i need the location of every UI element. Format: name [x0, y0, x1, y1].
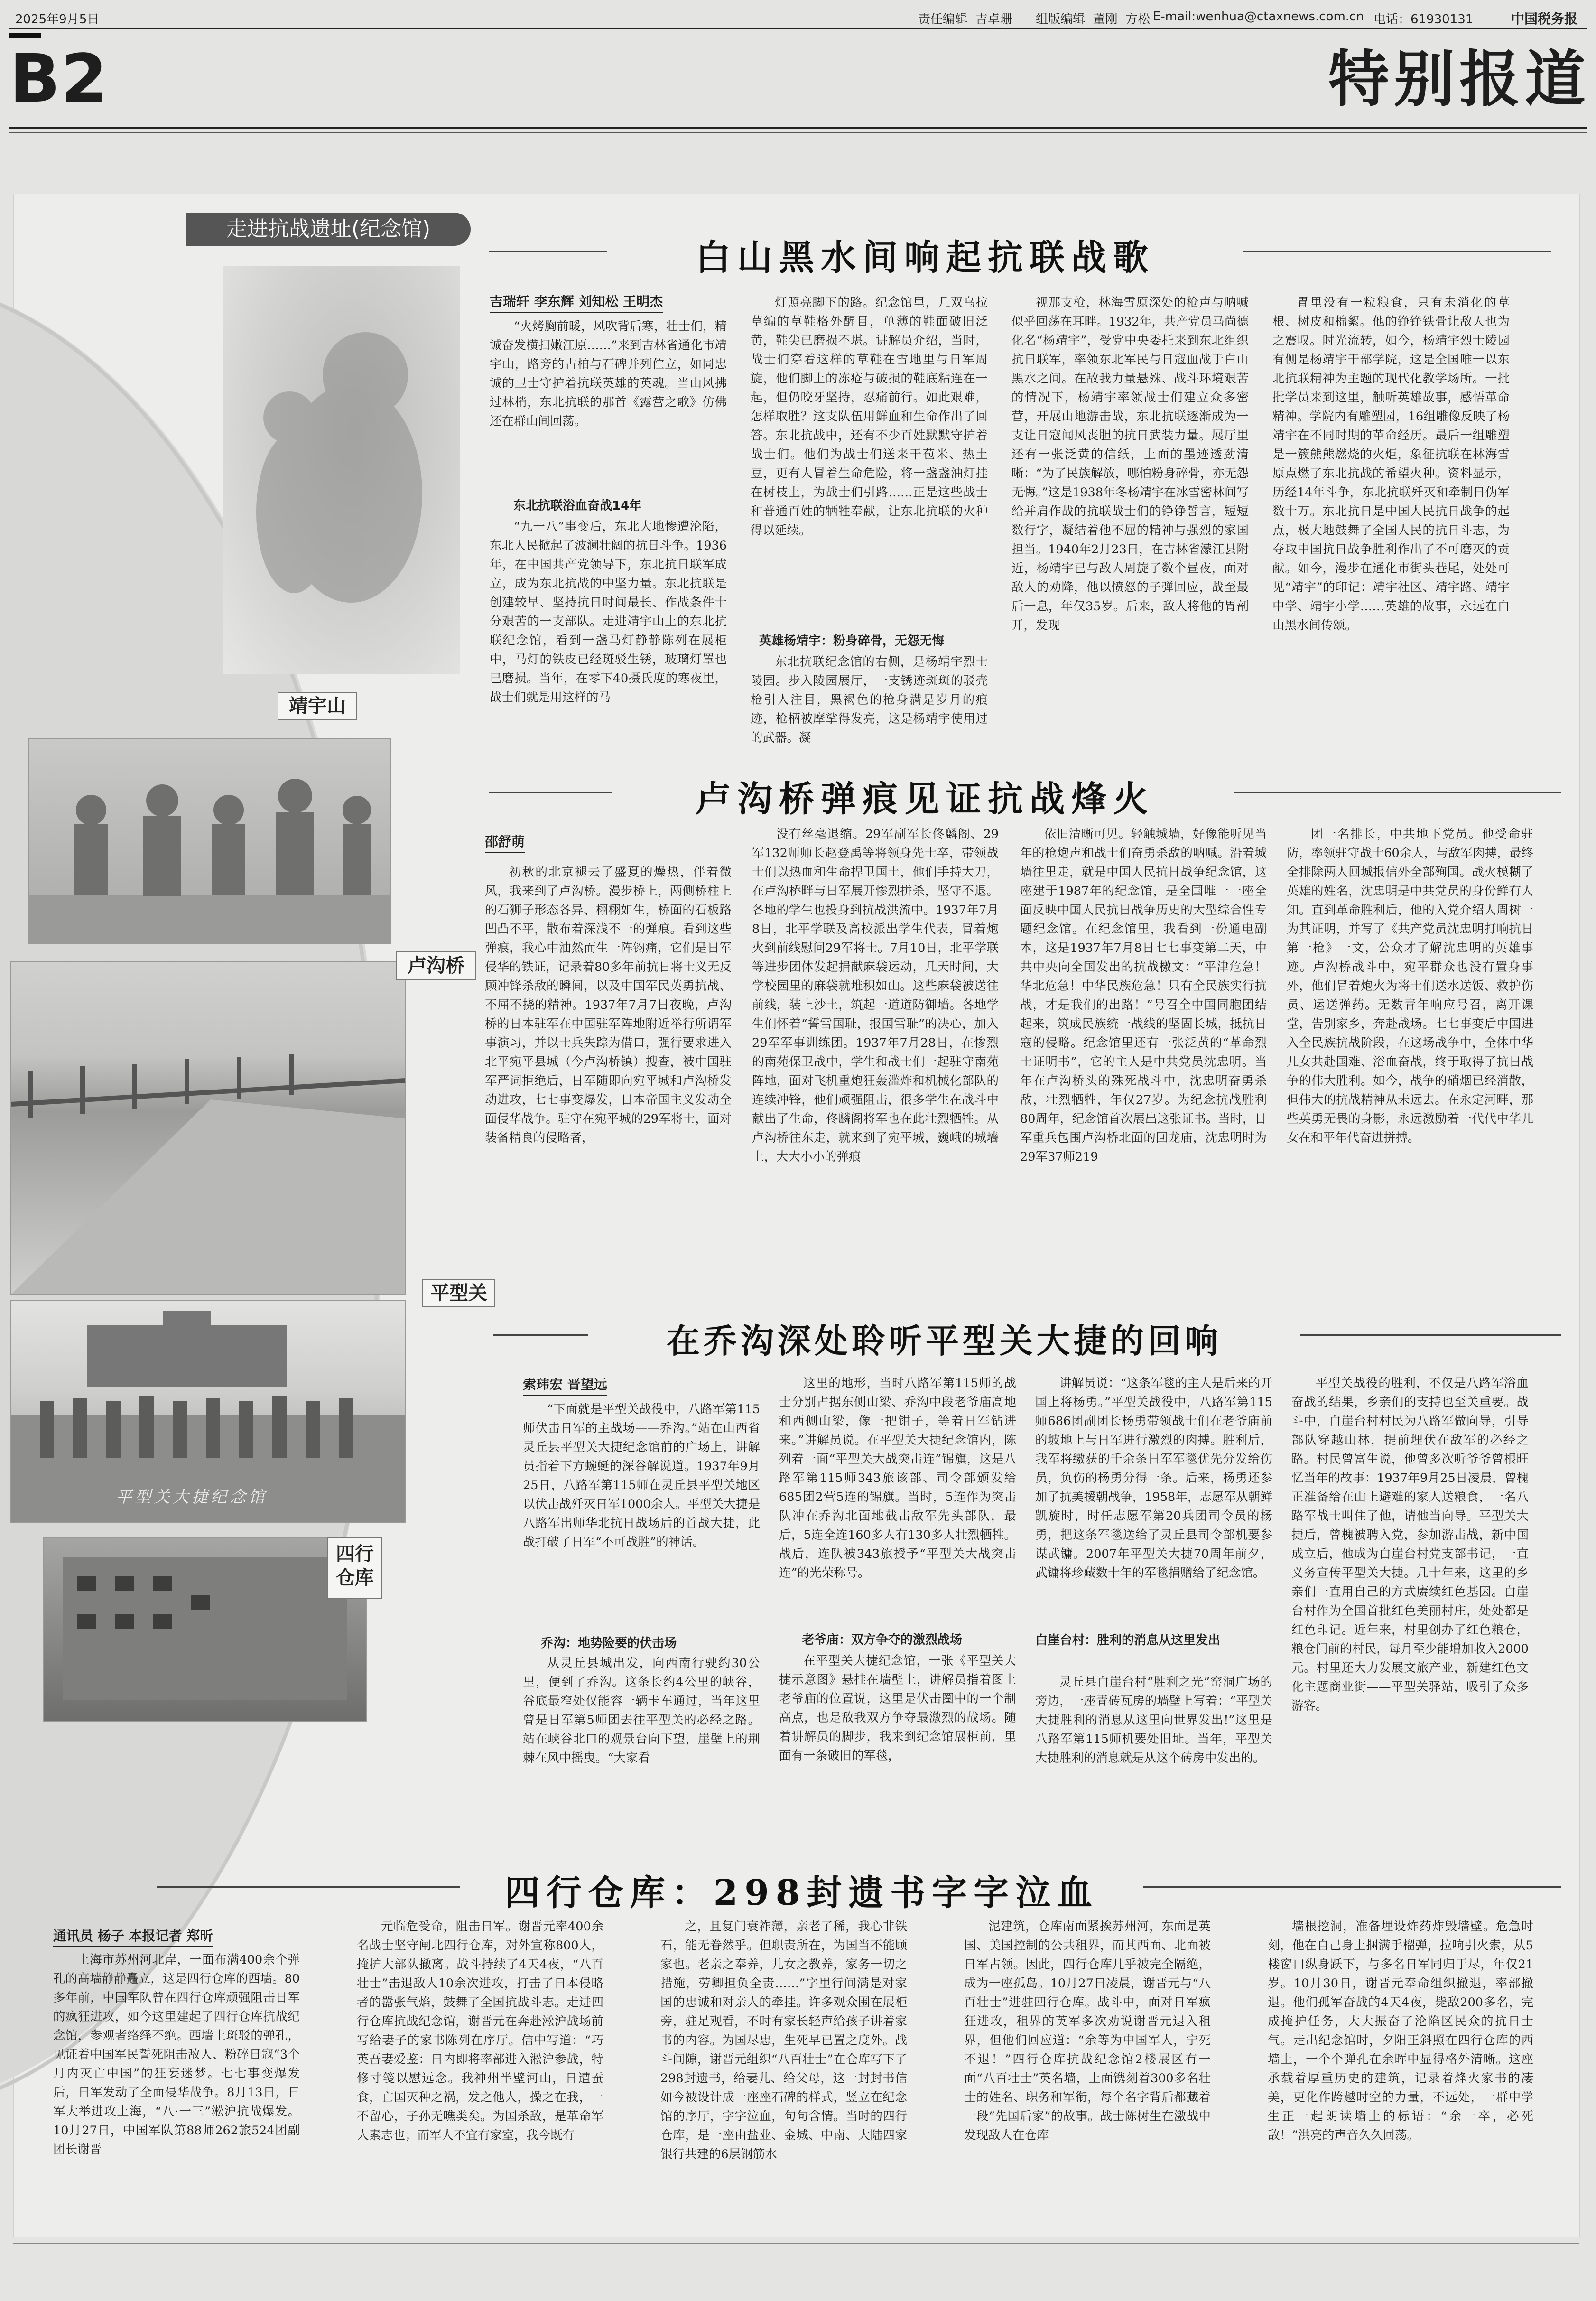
byline-baishan: 吉瑞轩 李东辉 刘知松 王明杰	[490, 291, 663, 313]
editors-line: 责任编辑 吉卓珊 组版编辑 董刚 方松	[918, 12, 1151, 27]
byline-lugou: 邵舒萌	[485, 831, 525, 853]
subhead-pingxing-1: 乔沟：地势险要的伏击场	[541, 1636, 677, 1650]
page-number: B2	[9, 44, 108, 115]
tag-lugou: 卢沟桥	[396, 951, 476, 980]
article4-col5: 墙根挖洞，准备埋设炸药炸毁墙壁。危急时刻，他在自己身上捆满手榴弹，拉响引火索，从5楼窗口纵身跃下，与多名日军同归于尽，年仅21岁。10月30日，谢晋元奉命组织撤退，率部撤退。他们孤军奋战的4天4夜，毙敌200多名，完成掩护任务，大大振奋了沦陷区民众的抗日士气。走出纪念馆时，夕阳正斜照在四行仓库的西墙上，一个个弹孔在余晖中显得格外清晰。这座承载着厚重历史的建筑，记录着烽火家书的凄美，更化作跨越时空的力量，不远处，一群中学生正一起朗读墙上的标语：“余一卒，必死敌！”洪亮的声音久久回荡。	[1268, 1919, 1533, 2143]
article3-col1: “下面就是平型关战役中，八路军第115师伏击日军的主战场——乔沟。”站在山西省灵丘县平型关大捷纪念馆前的广场上，讲解员指着下方蜿蜒的深谷解说道。1937年9月25日，八路军第115师在灵丘县平型关地区以伏击战歼灭日军1000余人。平型关大捷是八路军出师华北抗日战场后的首战大捷，此战打破了日军“不可战胜”的神话。	[523, 1402, 760, 1549]
section-title: 特别报道	[1328, 44, 1591, 115]
photo-jingyu-sculptures	[28, 738, 391, 944]
article1-col1: “火烤胸前暖，风吹背后寒，壮士们，精诚奋发横扫嫩江原……”来到吉林省通化市靖宇山，路旁的古柏与石碑并列伫立，如同忠诚的卫士守护着抗联英雄的英魂。当山风拂过林梢，东北抗联的那首《露营之歌》仿佛还在群山间回荡。	[490, 319, 727, 429]
headline-sihang: 四行仓库：298封遗书字字泣血	[504, 1872, 1099, 1913]
byline-sihang: 通讯员 杨子 本报记者 郑昕	[53, 1926, 213, 1947]
newspaper-name: 中国税务报	[1511, 11, 1578, 27]
header-rule	[9, 127, 1587, 129]
email-line: E-mail:wenhua@ctaxnews.com.cn	[1153, 9, 1364, 24]
article1-col3: 视那支枪，林海雪原深处的枪声与呐喊似乎回荡在耳畔。1932年，共产党员马尚德化名“杨靖宇”，受党中央委托来到东北组织抗日联军，率领东北军民与日寇血战于白山黑水之间。在敌我力量悬殊、战斗环境艰苦的情况下，杨靖宇率领战士们建立众多密营，开展山地游击战，东北抗联逐渐成为一支让日寇闻风丧胆的抗日武装力量。展厅里还有一张泛黄的信纸，上面的墨迹透劲清晰：“为了民族解放，哪怕粉身碎骨，亦无怨无悔。”这是1938年冬杨靖宇在冰雪密林间写给并肩作战的抗联战士们的铮铮誓言，短短数行字，凝结着他不屈的精神与强烈的家国担当。1940年2月23日，在吉林省濛江县附近，杨靖宇已与敌人周旋了数个昼夜，面对敌人的劝降，他以愤怒的子弹回应，战至最后一息，年仅35岁。后来，敌人将他的胃剖开，发现	[1011, 296, 1249, 633]
byline-pingxing: 索玮宏 晋望远	[523, 1374, 607, 1396]
headline-baishan: 白山黑水间响起抗联战歌	[696, 237, 1155, 278]
article2-col2: 没有丝毫退缩。29军副军长佟麟阁、29军132师师长赵登禹等将领身先士卒，带领战士们以热血和生命捍卫国土，他们手持大刀，在卢沟桥畔与日军展开惨烈拼杀，坚守不退。各地的学生也投身到抗战洪流中。1937年7月8日，北平学联及高校派出学生代表，冒着炮火到前线慰问29军将士。7月10日，北平学联等进步团体发起捐献麻袋运动，几天时间，大学校园里的麻袋就堆积如山。这些麻袋被送往前线，装上沙土，筑起一道道防御墙。各地学生们怀着“誓雪国耻，报国雪耻”的决心，加入29军军事训练团。1937年7月28日，在惨烈的南苑保卫战中，学生和战士们一起驻守南苑阵地，面对飞机重炮狂轰滥炸和机械化部队的连续冲锋，他们顽强阻击，很多学生在战斗中献出了生命，佟麟阁将军也在此壮烈牺牲。从卢沟桥往东走，就来到了宛平城，巍峨的城墙上，大大小小的弹痕	[752, 827, 999, 1164]
article2-col1: 初秋的北京褪去了盛夏的燥热，伴着微风，我来到了卢沟桥。漫步桥上，两侧桥柱上的石狮子形态各异、栩栩如生，桥面的石板路凹凸不平，散布着深浅不一的弹痕。看到这些弹痕，我心中油然而生一阵钧痛，它们是日军侵华的铁证，记录着80多年前抗日将士义无反顾冲锋杀敌的瞬间，以及中国军民英勇抗战、不屈不挠的精神。1937年7月7日夜晚，卢沟桥的日本驻军在中国驻军阵地附近举行所谓军事演习，并以士兵失踪为借口，强行要求进入北平宛平县城（今卢沟桥镇）搜查，被中国驻军严词拒绝后，日军随即向宛平城和卢沟桥发动进攻，七七事变爆发，日本帝国主义发动全面侵华战争。驻守在宛平城的29军将士，面对装备精良的侵略者，	[485, 865, 732, 1145]
article1-col4: 胃里没有一粒粮食，只有未消化的草根、树皮和棉絮。他的铮铮铁骨让敌人也为之震叹。时光流转，如今，杨靖宇烈士陵园有侧是杨靖宇干部学院，这是全国唯一以东北抗联精神为主题的现代化教学场所。一批批学员来到这里，触听英雄故事，感悟革命精神。学院内有雕塑园，16组雕像反映了杨靖宇在不同时期的革命经历。最后一组雕塑是一簇熊熊燃烧的火炬，象征抗联在林海雪原点燃了东北抗战的希望火种。资料显示，历经14年斗争，东北抗联歼灭和牵制日伪军数十万。东北抗日是中国人民抗日战争的起点，极大地鼓舞了全国人民的抗日斗志，为夺取中国抗日战争胜利作出了不可磨灭的贡献。如今，漫步在通化市街头巷尾，处处可见“靖宇”的印记：靖宇社区、靖宇路、靖宇中学、靖宇小学……英雄的故事，永远在白山黑水间传颂。	[1272, 296, 1510, 633]
subhead-pingxing-2: 老爷庙：双方争夺的激烈战场	[802, 1633, 963, 1647]
masthead-bar	[9, 7, 1587, 26]
tag-pingxing: 平型关	[422, 1279, 495, 1307]
photo-pingxing-memorial	[10, 1300, 406, 1523]
article4-col1: 上海市苏州河北岸，一面布满400余个弹孔的高墙静静矗立，这是四行仓库的西墙。80多年前，中国军队曾在四行仓库顽强阻击日军的疯狂进攻，如今这里建起了四行仓库抗战纪念馆，参观者络绎不绝。西墙上斑驳的弹孔，见证着中国军民誓死阻击敌人、粉碎日寇“3个月内灭亡中国”的狂妄迷梦。七七事变爆发后，日军发动了全面侵华战争。8月13日，日军大举进攻上海，“八·一三”淞沪抗战爆发。10月27日，中国军队第88师262旅524团副团长谢晋	[53, 1953, 300, 2157]
kicker-banner: 走进抗战遗址(纪念馆)	[186, 213, 471, 246]
photo-sihang-warehouse	[43, 1537, 367, 1722]
headline-pingxing: 在乔沟深处聆听平型关大捷的回响	[667, 1321, 1222, 1360]
article3-col2: 这里的地形，当时八路军第115师的战士分别占据东侧山梁、乔沟中段老爷庙高地和西侧山梁，像一把钳子，等着日军钻进来。”讲解员说。在平型关大捷纪念馆内，陈列着一面“平型关大战突击连”锦旗，这是八路军第115师343旅该部、司令部颁发给685团2营5连的锦旗。当时，5连作为突击队冲在乔沟北面地截击敌军先头部队，最后，5连全连160多人有130多人壮烈牺牲。战后，连队被343旅授予“平型关大战突击连”的光荣称号。	[779, 1376, 1016, 1580]
bottom-rule	[13, 2243, 1579, 2244]
photo-soldier-relief	[223, 266, 460, 674]
article2-col4: 团一名排长，中共地下党员。他受命驻防，率领驻守战士60余人，与敌军肉搏，最终全排除两人回城报信外全部殉国。战火模糊了英雄的姓名，沈忠明是中共党员的身份鲜有人知。直到革命胜利后，他的入党介绍人周树一为其证明，并写了《共产党员沈忠明打响抗日第一枪》一文，公众才了解沈忠明的英雄事迹。卢沟桥战斗中，宛平群众也没有置身事外，他们冒着炮火为将士们送水送饭、救护伤员、运送弹药。无数青年响应号召，离开课堂，告别家乡，奔赴战场。七七事变后中国进入全民族抗战阶段，在这场战争中，全体中华儿女共赴国难、浴血奋战，终于取得了抗日战争的伟大胜利。如今，战争的硝烟已经消散，但伟大的抗战精神从未远去。在永定河畔，那些英勇无畏的身影，永远激励着一代代中华儿女在和平年代奋进拼搏。	[1287, 827, 1533, 1145]
article3-col1b: 从灵丘县城出发，向西南行驶约30公里，便到了乔沟。这条长约4公里的峡谷，谷底最窄处仅能容一辆卡车通过，当年这里曾是日军第5师团去往平型关的必经之路。站在峡谷北口的观景台向下望，崖壁上的荆棘在风中摇曳。“大家看	[523, 1656, 760, 1765]
subhead-pingxing-3: 白崖台村：胜利的消息从这里发出	[1035, 1633, 1221, 1648]
tag-sihang: 四行仓库	[327, 1537, 382, 1599]
top-rule	[9, 28, 1587, 29]
article1-col2b: 东北抗联纪念馆的右侧，是杨靖宇烈士陵园。步入陵园展厅，一支锈迹斑斑的驳壳枪引人注目，黑褐色的枪身满是岁月的痕迹，枪柄被摩挲得发亮，这是杨靖宇使用过的武器。凝	[751, 655, 988, 745]
article4-col3: 之，且复门衰祚薄，亲老了稀，我心非铁石，能无眷然乎。但职责所在，为国当不能顾家也。老亲之奉养，儿女之教养，家务一切之措施，劳卿担负全责……”字里行间满是对家国的忠诚和对亲人的牵挂。许多观众围在展柜旁，驻足观看，不时有家长轻声给孩子讲着家书的内容。为国尽忠，生死早已置之度外。战斗间隙，谢晋元组织“八百壮士”在仓库写下了298封遗书，给妻儿、给父母，这一封封书信如今被设计成一座座石碑的样式，竖立在纪念馆的序厅，字字泣血，句句含情。当时的四行仓库，是一座由盐业、金城、中南、大陆四家银行共建的6层钢筋水	[660, 1919, 907, 2161]
article1-col2: 灯照亮脚下的路。纪念馆里，几双乌拉草编的草鞋格外醒目，单薄的鞋面破旧泛黄，鞋尖已磨损不堪。讲解员介绍，当时，战士们穿着这样的草鞋在雪地里与日军周旋，他们脚上的冻疮与破损的鞋底粘连在一起，但仍咬牙坚持，忍痛前行。如此艰难，怎样取胜？这支队伍用鲜血和生命作出了回答。东北抗战中，还有不少百姓默默守护着战士们。他们为战士们送来干苞米、热土豆，更有人冒着生命危险，将一盏盏油灯挂在树枝上，为战士们引路……正是这些战士和普通百姓的牺牲奉献，让东北抗联的火种得以延续。	[751, 296, 988, 538]
article3-col2b: 在平型关大捷纪念馆，一张《平型关大捷示意图》悬挂在墙壁上，讲解员指着图上老爷庙的位置说，这里是伏击圈中的一个制高点，也是敌我双方争夺最激烈的战场。随着讲解员的脚步，我来到纪念馆展柜前，里面有一条破旧的军毯，	[779, 1654, 1016, 1763]
subhead-baishan-2: 英雄杨靖宇：粉身碎骨，无怨无悔	[759, 634, 945, 648]
article4-col4: 泥建筑，仓库南面紧挨苏州河，东面是英国、美国控制的公共租界，而其西面、北面被日军占领。因此，四行仓库几乎被完全隔绝，成为一座孤岛。10月27日凌晨，谢晋元与“八百壮士”进驻四行仓库。战斗中，面对日军疯狂进攻，租界的英军多次劝说谢晋元退入租界，但他们回应道：“余等为中国军人，宁死不退！”四行仓库抗战纪念馆2楼展区有一面“八百壮士”英名墙，上面镌刻着300多名壮士的姓名、职务和军衔，每个名字背后都藏着一段“先国后家”的故事。战士陈树生在激战中发现敌人在仓库	[964, 1919, 1211, 2143]
tag-jingyu: 靖宇山	[278, 692, 357, 720]
article3-col4: 平型关战役的胜利，不仅是八路军浴血奋战的结果，乡亲们的支持也至关重要。战斗中，白崖台村村民为八路军做向导，引导部队穿越山林，提前埋伏在敌军的必经之路。村民曾富生说，他曾多次听爷爷曾根旺忆当年的故事：1937年9月25日凌晨，曾槐正准备给在山上避难的家人送粮食，一名八路军战士叫住了他，请他当向导。平型关大捷后，曾槐被聘入党，参加游击战，新中国成立后，他成为白崖台村党支部书记，一直义务宣传平型关大捷。几十年来，这里的乡亲们一直用自己的方式赓续红色基因。白崖台村作为全国首批红色美丽村庄，处处都是红色印记。近年来，村里创办了红色粮仓，粮仓门前的村民，每月至少能增加收入2000元。村里还大力发展文旅产业，新建红色文化主题商业街——平型关驿站，吸引了众多游客。	[1291, 1376, 1529, 1713]
article3-col3: 讲解员说：“这条军毯的主人是后来的开国上将杨勇。”平型关战役中，八路军第115师686团副团长杨勇带领战士们在老爷庙前的坡地上与日军进行激烈的肉搏。胜利后，我军将缴获的千余条日军军毯优先分发给伤员，负伤的杨勇分得一条。后来，杨勇还参加了抗美援朝战争，1958年，志愿军从朝鲜凯旋时，时任志愿军第20兵团司令员的杨勇，把这条军毯送给了灵丘县司令部机要参谋武镛。2007年平型关大捷70周年前夕，武镛将珍藏数十年的军毯捐赠给了纪念馆。	[1035, 1376, 1272, 1580]
memorial-plaque-text: 平型关大捷纪念馆	[116, 1488, 268, 1507]
article3-col3b: 灵丘县白崖台村“胜利之光”窑洞广场的旁边，一座青砖瓦房的墙壁上写着：“平型关大捷胜利的消息从这里向世界发出!”这里是八路军第115师机要处旧址。当年，平型关大捷胜利的消息就是从这个砖房中发出的。	[1035, 1675, 1272, 1765]
article4-col2: 元临危受命，阻击日军。谢晋元率400余名战士坚守闸北四行仓库，对外宣称800人，掩护大部队撤离。战斗持续了4天4夜，“八百壮士”击退敌人10余次进攻，打击了日本侵略者的嚣张气焰，鼓舞了全国抗战斗志。走进四行仓库抗战纪念馆，谢晋元在奔赴淞沪战场前写给妻子的家书陈列在序厅。信中写道：“巧英吾妻爱鉴：日内即将率部进入淞沪参战，特修寸笺以慰远念。我神州半壁河山，日遭蚕食，亡国灭种之祸，发之他人，操之在我，一不留心，子孙无噍类矣。为国杀敌，是革命军人素志也；而军人不宜有家室，我今既有	[357, 1919, 603, 2143]
photo-lugou-bridge	[10, 961, 406, 1295]
headline-lugou: 卢沟桥弹痕见证抗战烽火	[696, 779, 1155, 820]
subhead-baishan-1: 东北抗联浴血奋战14年	[513, 499, 642, 513]
phone-line: 电话：61930131	[1373, 12, 1474, 27]
issue-date: 2025年9月5日	[15, 12, 100, 27]
article1-col1b: “九一八”事变后，东北大地惨遭沦陷，东北人民掀起了波澜壮阔的抗日斗争。1936年，在中国共产党领导下，东北抗日联军成立，成为东北抗战的中坚力量。东北抗联是创建较早、坚持抗日时间最长、作战条件十分艰苦的一支部队。走进靖宇山上的东北抗联纪念馆，看到一盏马灯静静陈列在展柜中，马灯的铁皮已经斑驳生锈，玻璃灯罩也已磨损。当年，在零下40摄氏度的寒夜里，战士们就是用这样的马	[490, 520, 727, 705]
article2-col3: 依旧清晰可见。轻触城墙，好像能听见当年的枪炮声和战士们奋勇杀敌的呐喊。沿着城墙往里走，就是中国人民抗日战争纪念馆，这座建于1987年的纪念馆，是全国唯一一座全面反映中国人民抗日战争历史的大型综合性专题纪念馆。在纪念馆里，我看到一份通电副本，这是1937年7月8日七七事变第二天，中共中央向全国发出的抗战檄文：“平津危急！华北危急！中华民族危急！只有全民族实行抗战，才是我们的出路！”号召全中国同胞团结起来，筑成民族统一战线的坚固长城，抵抗日寇的侵略。纪念馆里还有一张泛黄的“革命烈士证明书”，它的主人是中共党员沈忠明。当年在卢沟桥头的殊死战斗中，沈忠明奋勇杀敌，壮烈牺牲，年仅27岁。为纪念抗战胜利80周年，纪念馆首次展出这张证书。当时，日军重兵包围卢沟桥北面的回龙庙，沈忠明时为29军37师219	[1020, 827, 1267, 1164]
